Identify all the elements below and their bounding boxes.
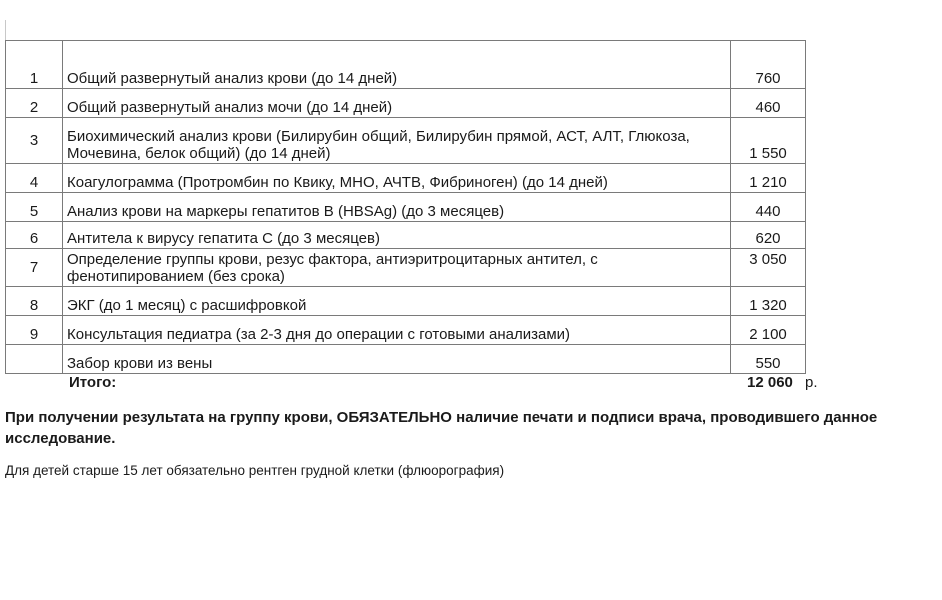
- service-description: Анализ крови на маркеры гепатитов В (HBSAg) (до 3 месяцев): [63, 193, 731, 222]
- table-row: [6, 287, 806, 316]
- service-price: 460: [731, 89, 806, 118]
- service-price: 1 320: [731, 287, 806, 316]
- row-number: 9: [6, 316, 63, 345]
- service-price: 2 100: [731, 316, 806, 345]
- row-number: 5: [6, 193, 63, 222]
- service-price: 3 050: [731, 249, 806, 287]
- table-row: [6, 222, 806, 249]
- service-description: Забор крови из вены: [63, 345, 731, 374]
- row-number: 1: [6, 41, 63, 89]
- service-description: Консультация педиатра (за 2-3 дня до операции с готовыми анализами): [63, 316, 731, 345]
- service-description: ЭКГ (до 1 месяц) с расшифровкой: [63, 287, 731, 316]
- table-row: [6, 41, 806, 89]
- table-row: [6, 316, 806, 345]
- table-row: [6, 164, 806, 193]
- service-description: Общий развернутый анализ крови (до 14 дней): [63, 41, 731, 89]
- row-number: 6: [6, 222, 63, 249]
- table-row: [6, 118, 806, 164]
- total-currency: р.: [805, 374, 818, 391]
- row-number: 8: [6, 287, 63, 316]
- service-price: 760: [731, 41, 806, 89]
- row-number: 2: [6, 89, 63, 118]
- service-price: 1 550: [731, 118, 806, 164]
- row-number: 3: [6, 118, 63, 164]
- service-description: Определение группы крови, резус фактора, антиэритроцитарных антител, с фенотипированием (без срока): [63, 249, 731, 287]
- row-number: 7: [6, 249, 63, 287]
- margin-tick: [5, 20, 6, 40]
- table-row: [6, 193, 806, 222]
- service-price: 440: [731, 193, 806, 222]
- row-number: [6, 345, 63, 374]
- service-description: Коагулограмма (Протромбин по Квику, МНО, АЧТВ, Фибриноген) (до 14 дней): [63, 164, 731, 193]
- table-row: [6, 345, 806, 374]
- service-description: Антитела к вирусу гепатита С (до 3 месяцев): [63, 222, 731, 249]
- table-row: [6, 249, 806, 287]
- service-price: 550: [731, 345, 806, 374]
- table-row: [6, 89, 806, 118]
- xray-note: Для детей старше 15 лет обязательно рентген грудной клетки (флюорография): [5, 463, 505, 478]
- blood-group-note: При получении результата на группу крови, ОБЯЗАТЕЛЬНО наличие печати и подписи врача, проводившего данное исследование.: [5, 409, 878, 447]
- service-price: 620: [731, 222, 806, 249]
- price-table: [5, 40, 806, 374]
- service-description: Общий развернутый анализ мочи (до 14 дней): [63, 89, 731, 118]
- total-label: Итого:: [69, 374, 117, 391]
- row-number: 4: [6, 164, 63, 193]
- service-description: Биохимический анализ крови (Билирубин общий, Билирубин прямой, АСТ, АЛТ, Глюкоза, Мочевина, белок общий) (до 14 дней): [63, 118, 731, 164]
- total-value: 12 060: [747, 374, 793, 391]
- service-price: 1 210: [731, 164, 806, 193]
